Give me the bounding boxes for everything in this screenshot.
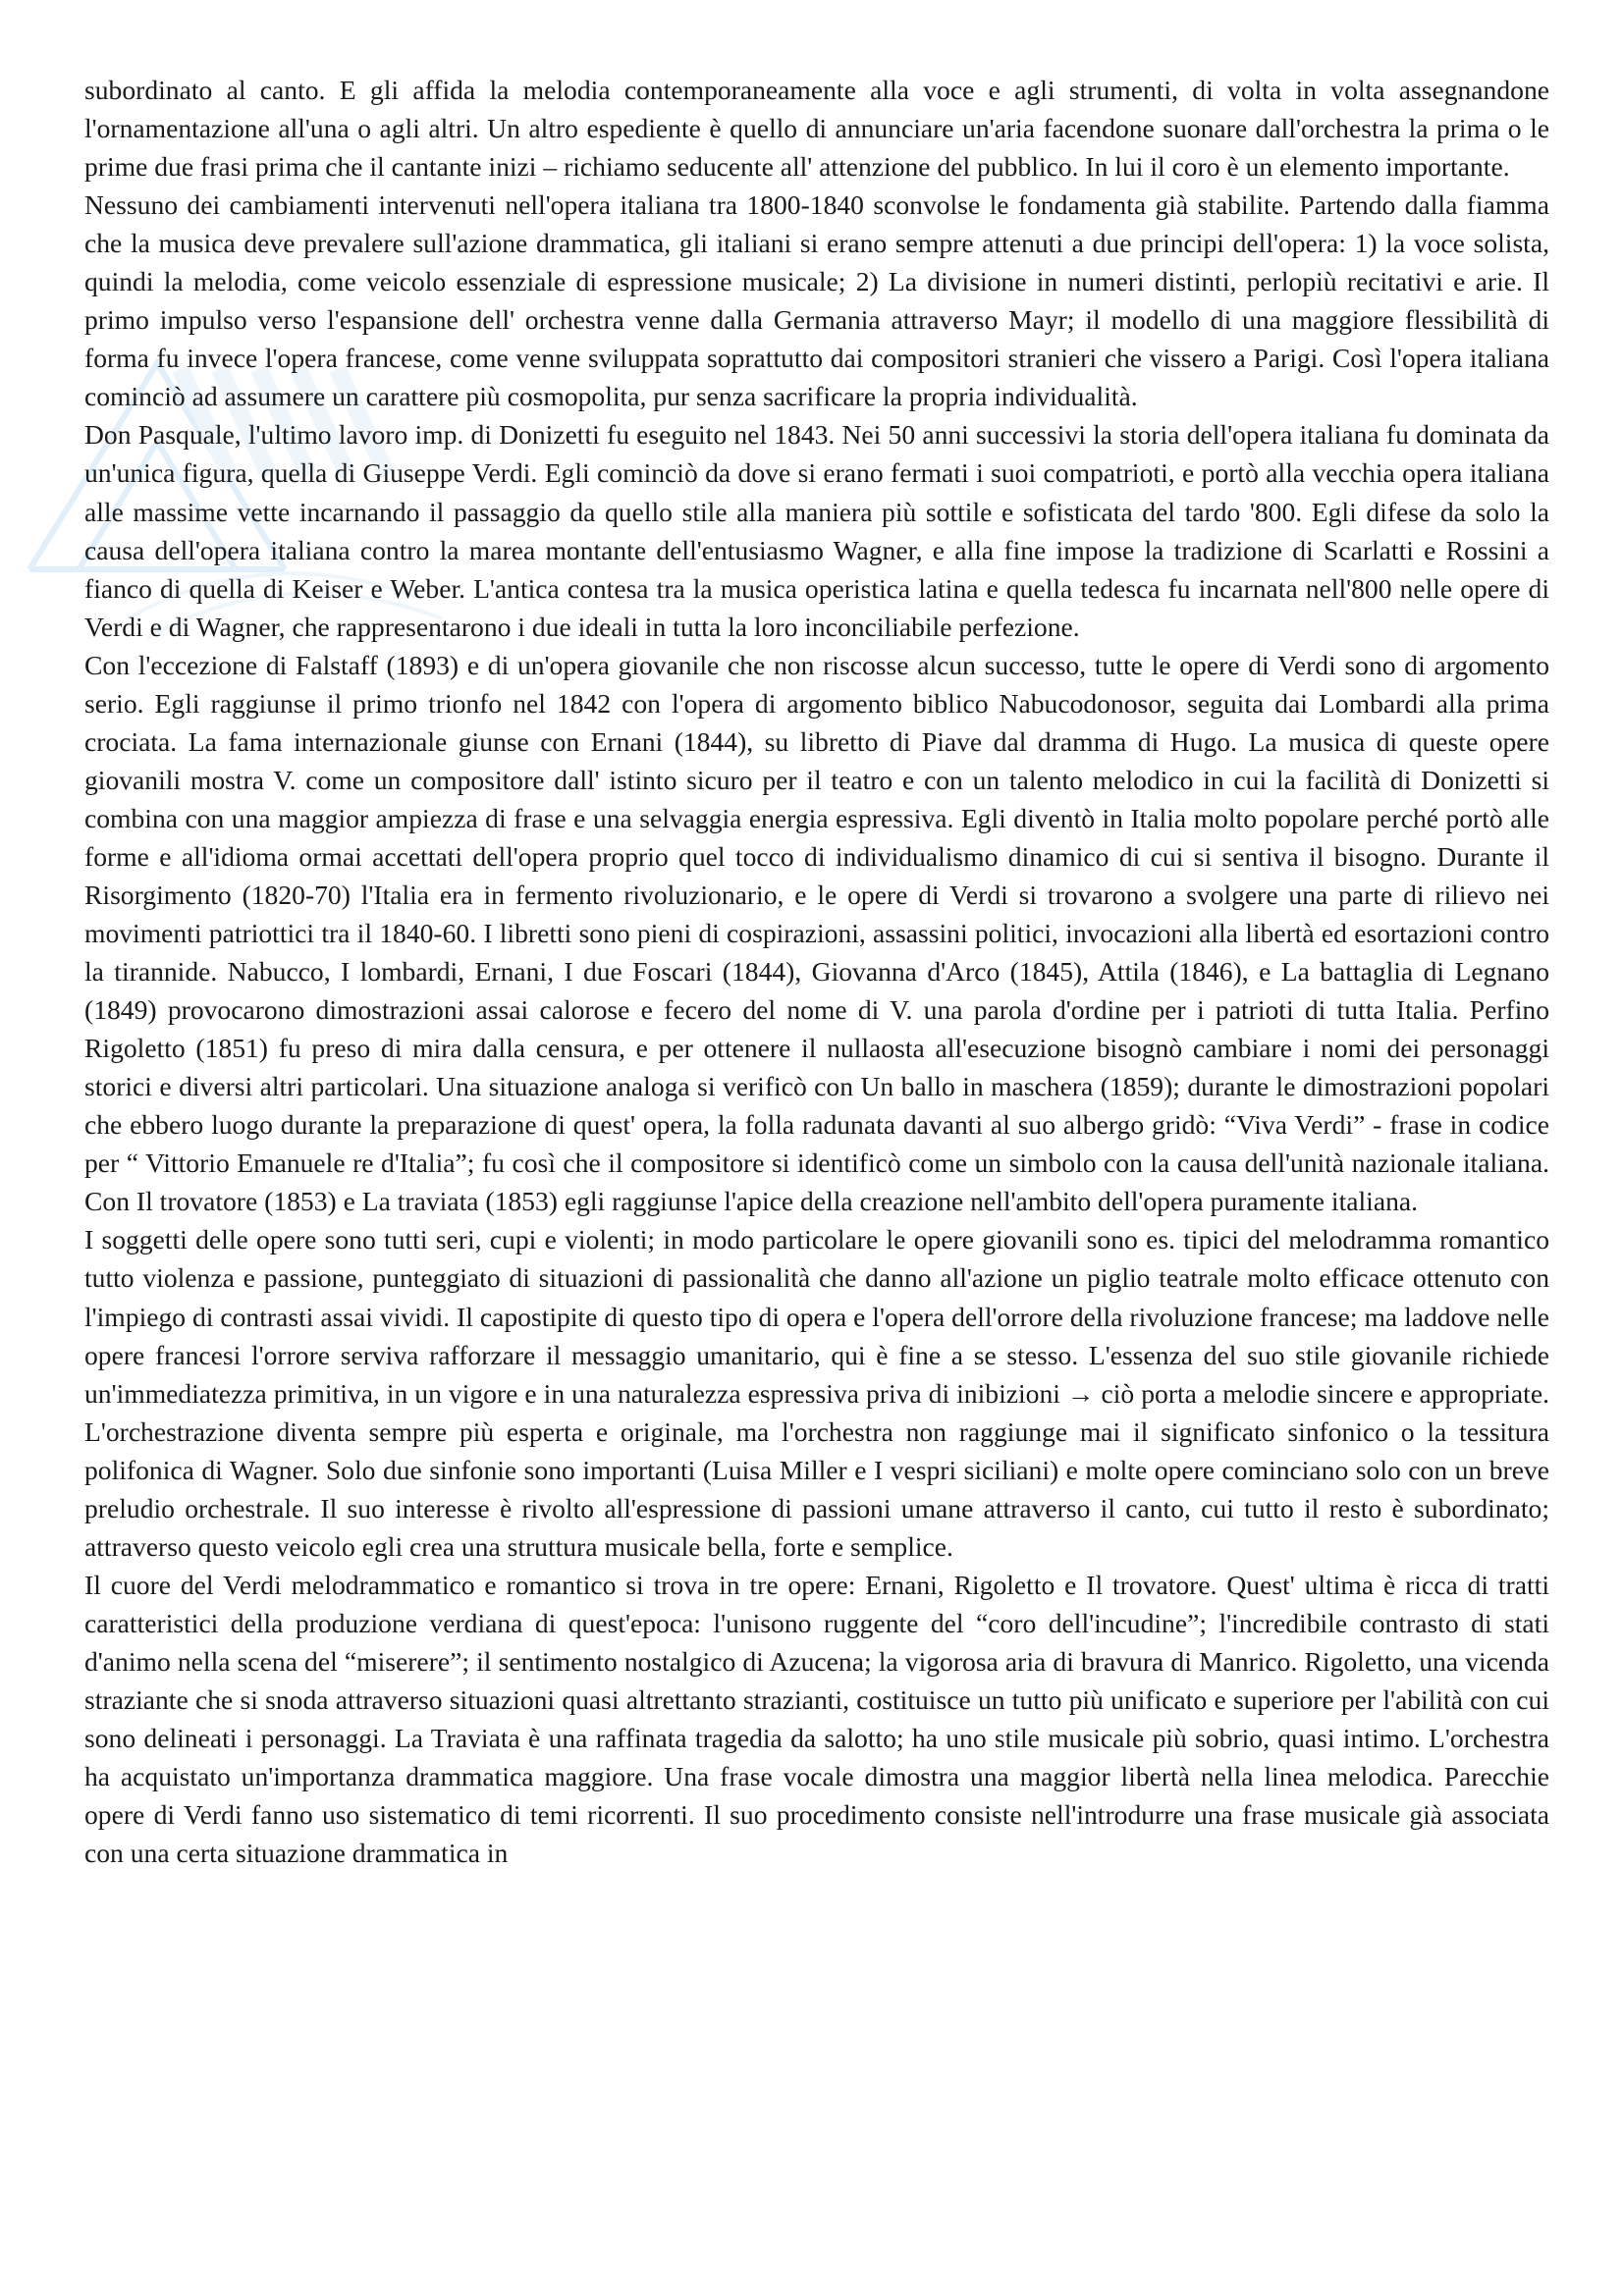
paragraph: Il cuore del Verdi melodrammatico e romantico si trova in tre opere: Ernani, Rigoletto e Il trovatore. Quest' ultima è ricca di tratti caratteristici della produzione verdiana di quest'epoca: l'unisono ruggente del “coro dell'incudine”; l'incredibile contrasto di stati d'animo nella scena del “miserere”; il sentimento nostalgico di Azucena; la vigorosa aria di bravura di Manrico. Rigoletto, una vicenda straziante che si snoda attraverso situazioni quasi altrettanto strazianti, costituisce un tutto più unificato e superiore per l'abilità con cui sono delineati i personaggi. La Traviata è una raffinata tragedia da salotto; ha uno stile musicale più sobrio, quasi intimo. L'orchestra ha acquistato un'importanza drammatica maggiore. Una frase vocale dimostra una maggior libertà nella linea melodica. Parecchie opere di Verdi fanno uso sistematico di temi ricorrenti. Il suo procedimento consiste nell'introdurre una frase musicale già associata con una certa situazione drammatica in: [84, 1569, 1549, 1869]
paragraph: I soggetti delle opere sono tutti seri, cupi e violenti; in modo particolare le opere giovanili sono es. tipici del melodramma romantico tutto violenza e passione, punteggiato di situazioni di passionalità che danno all'azione un piglio teatrale molto efficace ottenuto con l'impiego di contrasti assai vividi. Il capostipite di questo tipo di opera e l'opera dell'orrore della rivoluzione francese; ma laddove nelle opere francesi l'orrore serviva rafforzare il messaggio umanitario, qui è fine a se stesso. L'essenza del suo stile giovanile richiede un'immediatezza primitiva, in un vigore e in una naturalezza espressiva priva di inibizioni → ciò porta a melodie sincere e appropriate. L'orchestrazione diventa sempre più esperta e originale, ma l'orchestra non raggiunge mai il significato sinfonico o la tessitura polifonica di Wagner. Solo due sinfonie sono importanti (Luisa Miller e I vespri siciliani) e molte opere cominciano solo con un breve preludio orchestrale. Il suo interesse è rivolto all'espressione di passioni umane attraverso il canto, cui tutto il resto è subordinato; attraverso questo veicolo egli crea una struttura musicale bella, forte e semplice.: [84, 1224, 1549, 1562]
document-body: [84, 71, 1549, 1872]
paragraph: Con l'eccezione di Falstaff (1893) e di un'opera giovanile che non riscosse alcun successo, tutte le opere di Verdi sono di argomento serio. Egli raggiunse il primo trionfo nel 1842 con l'opera di argomento biblico Nabucodonosor, seguita dai Lombardi alla prima crociata. La fama internazionale giunse con Ernani (1844), su libretto di Piave dal dramma di Hugo. La musica di queste opere giovanili mostra V. come un compositore dall' istinto sicuro per il teatro e con un talento melodico in cui la facilità di Donizetti si combina con una maggior ampiezza di frase e una selvaggia energia espressiva. Egli diventò in Italia molto popolare perché portò alle forme e all'idioma ormai accettati dell'opera proprio quel tocco di individualismo dinamico di cui si sentiva il bisogno. Durante il Risorgimento (1820-70) l'Italia era in fermento rivoluzionario, e le opere di Verdi si trovarono a svolgere una parte di rilievo nei movimenti patriottici tra il 1840-60. I libretti sono pieni di cospirazioni, assassini politici, invocazioni alla libertà ed esortazioni contro la tirannide. Nabucco, I lombardi, Ernani, I due Foscari (1844), Giovanna d'Arco (1845), Attila (1846), e La battaglia di Legnano (1849) provocarono dimostrazioni assai calorose e fecero del nome di V. una parola d'ordine per i patrioti di tutta Italia. Perfino Rigoletto (1851) fu preso di mira dalla censura, e per ottenere il nullaosta all'esecuzione bisognò cambiare i nomi dei personaggi storici e diversi altri particolari. Una situazione analoga si verificò con Un ballo in maschera (1859); durante le dimostrazioni popolari che ebbero luogo durante la preparazione di quest' opera, la folla radunata davanti al suo albergo gridò: “Viva Verdi” - frase in codice per “ Vittorio Emanuele re d'Italia”; fu così che il compositore si identificò come un simbolo con la causa dell'unità nazionale italiana. Con Il trovatore (1853) e La traviata (1853) egli raggiunse l'apice della creazione nell'ambito dell'opera puramente italiana.: [84, 649, 1549, 1217]
paragraph: subordinato al canto. E gli affida la melodia contemporaneamente alla voce e agli strumenti, di volta in volta assegnandone l'ornamentazione all'una o agli altri. Un altro espediente è quello di annunciare un'aria facendone suonare dall'orchestra la prima o le prime due frasi prima che il cantante inizi – richiamo seducente all' attenzione del pubblico. In lui il coro è un elemento importante.: [84, 75, 1549, 183]
paragraph: Nessuno dei cambiamenti intervenuti nell'opera italiana tra 1800-1840 sconvolse le fondamenta già stabilite. Partendo dalla fiamma che la musica deve prevalere sull'azione drammatica, gli italiani si erano sempre attenuti a due principi dell'opera: 1) la voce solista, quindi la melodia, come veicolo essenziale di espressione musicale; 2) La divisione in numeri distinti, perlopiù recitativi e arie. Il primo impulso verso l'espansione dell' orchestra venne dalla Germania attraverso Mayr; il modello di una maggiore flessibilità di forma fu invece l'opera francese, come venne sviluppata soprattutto dai compositori stranieri che vissero a Parigi. Così l'opera italiana cominciò ad assumere un carattere più cosmopolita, pur senza sacrificare la propria individualità.: [84, 189, 1549, 412]
paragraph: Don Pasquale, l'ultimo lavoro imp. di Donizetti fu eseguito nel 1843. Nei 50 anni successivi la storia dell'opera italiana fu dominata da un'unica figura, quella di Giuseppe Verdi. Egli cominciò da dove si erano fermati i suoi compatrioti, e portò alla vecchia opera italiana alle massime vette incarnando il passaggio da quello stile alla maniera più sottile e sofisticata del tardo '800. Egli difese da solo la causa dell'opera italiana contro la marea montante dell'entusiasmo Wagner, e alla fine impose la tradizione di Scarlatti e Rossini a fianco di quella di Keiser e Weber. L'antica contesa tra la musica operistica latina e quella tedesca fu incarnata nell'800 nelle opere di Verdi e di Wagner, che rappresentarono i due ideali in tutta la loro inconciliabile perfezione.: [84, 419, 1549, 642]
